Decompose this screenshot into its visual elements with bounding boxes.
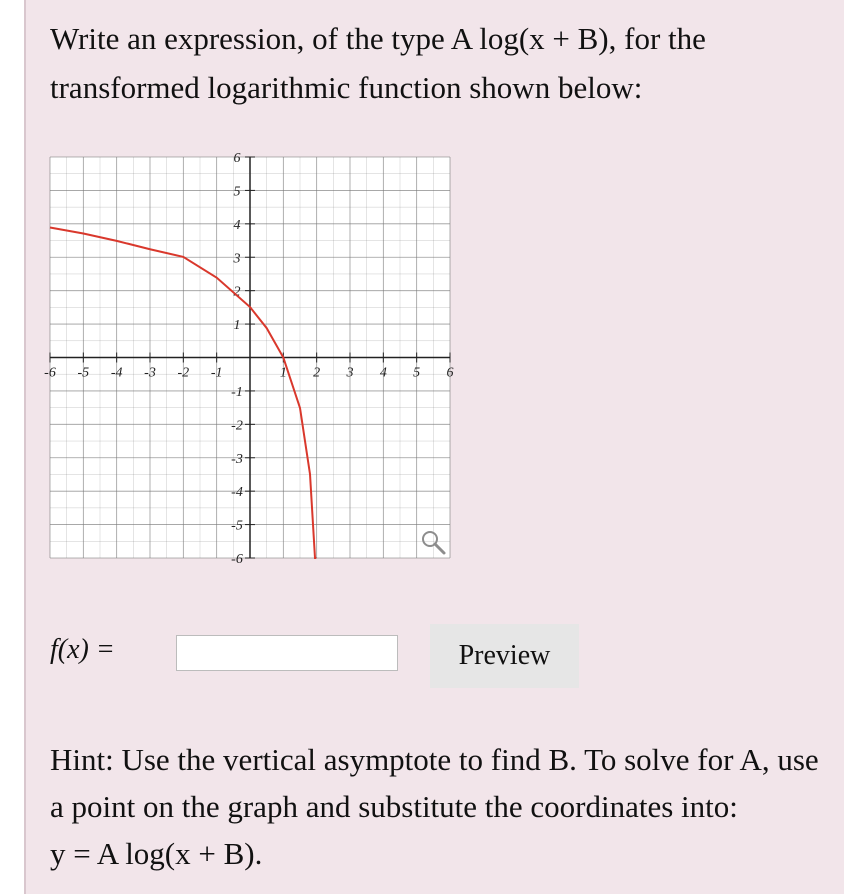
x-tick-label: -6 <box>44 365 56 381</box>
x-tick-label: -4 <box>110 365 123 381</box>
x-tick-label: 3 <box>346 365 354 381</box>
answer-input[interactable] <box>176 635 398 671</box>
question-text: Write an expression, of the type A log(x + B), for the transformed logarithmic function shown below: <box>50 21 706 105</box>
hint-text-block <box>50 736 840 877</box>
y-tick-label: 4 <box>233 217 241 233</box>
y-tick-label: 1 <box>233 318 241 334</box>
hint-formula: y = A log(x + B). <box>50 836 263 871</box>
function-label: f(x) = <box>50 634 115 665</box>
y-tick-label: 6 <box>233 151 241 166</box>
question-panel <box>24 0 844 894</box>
preview-button[interactable]: Preview <box>430 624 579 688</box>
x-tick-label: -2 <box>177 365 190 381</box>
y-tick-label: -4 <box>231 485 243 501</box>
x-tick-label: -3 <box>144 365 156 381</box>
x-tick-label: 2 <box>313 365 321 381</box>
x-tick-label: 5 <box>413 365 421 381</box>
y-tick-label: 2 <box>233 284 241 300</box>
y-tick-label: 3 <box>233 251 241 267</box>
x-tick-label: 1 <box>279 365 287 381</box>
x-tick-label: 4 <box>379 365 387 381</box>
y-tick-label: 5 <box>233 184 241 200</box>
hint-text: Hint: Use the vertical asymptote to find B. To solve for A, use a point on the graph and substitute the coordinates into: <box>50 742 819 824</box>
x-tick-label: -5 <box>77 365 90 381</box>
answer-row <box>50 624 810 688</box>
y-tick-label: -5 <box>231 518 243 534</box>
y-tick-label: -3 <box>231 451 243 467</box>
y-tick-label: -1 <box>231 384 243 400</box>
x-tick-label: -1 <box>210 365 223 381</box>
log-function-graph <box>44 151 454 567</box>
y-tick-label: -6 <box>231 552 243 567</box>
y-tick-label: -2 <box>231 418 243 434</box>
graph-svg <box>44 151 454 567</box>
x-tick-label: 6 <box>446 365 454 381</box>
